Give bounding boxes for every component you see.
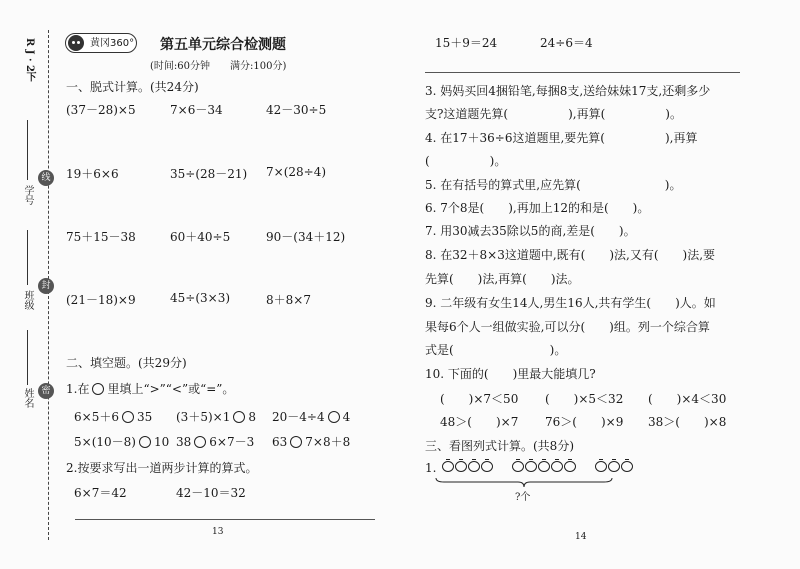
calc-item: (21－18)×9: [66, 293, 136, 307]
brace-label: ?个: [515, 492, 531, 503]
question-3-line2: 支?这道题先算( ),再算( )。: [425, 107, 682, 121]
section1-heading: 一、脱式计算。(共24分): [66, 80, 199, 94]
circle-blank-icon: [92, 383, 104, 395]
right-top-rule: [425, 72, 740, 73]
calc-item: 35÷(28－21): [170, 167, 248, 181]
question-9-line3: 式是( )。: [425, 343, 567, 357]
page-number-left: 13: [212, 527, 224, 537]
estimate-item: 76＞( )×9: [545, 415, 624, 429]
question-6: 6. 7个8是( ),再加上12的和是( )。: [425, 201, 650, 215]
calc-item: 60＋40÷5: [170, 230, 231, 244]
question-5: 5. 在有括号的算式里,应先算( )。: [425, 178, 682, 192]
compare-item: 6×5＋6 35: [74, 410, 153, 424]
fill-question-2: 2.按要求写出一道两步计算的算式。: [66, 461, 258, 475]
q1-label: 1.在: [66, 382, 90, 396]
compare-circle[interactable]: [233, 411, 245, 423]
page-title: 第五单元综合检测题: [160, 37, 286, 53]
calc-item: 7×6－34: [170, 103, 223, 117]
compare-circle[interactable]: [194, 436, 206, 448]
tomato-icon: [551, 461, 563, 472]
student-number-label: 学号: [22, 185, 33, 205]
tomato-group: [442, 461, 494, 475]
compare-circle[interactable]: [122, 411, 134, 423]
picture-question-1: [425, 461, 634, 475]
brand-logo: [65, 33, 137, 53]
tomato-icon: [512, 461, 524, 472]
tomato-icon: [564, 461, 576, 472]
question-7: 7. 用30减去35除以5的商,差是( )。: [425, 224, 636, 238]
equation-item: 42－10＝32: [176, 486, 246, 500]
tomato-group: [512, 461, 577, 475]
seal-mark-feng: 封: [38, 278, 54, 294]
equation-item: 6×7＝42: [74, 486, 127, 500]
calc-item: 8＋8×7: [266, 293, 311, 307]
calc-item: 45÷(3×3): [170, 291, 231, 305]
exam-info: (时间:60分钟 满分:100分): [150, 61, 287, 72]
seal-mark-xian: 线: [38, 170, 54, 186]
tomato-icon: [608, 461, 620, 472]
question-9-line2: 果每6个人一组做实验,可以分( )组。列一个综合算: [425, 320, 710, 334]
compare-circle[interactable]: [290, 436, 302, 448]
question-10: 10. 下面的( )里最大能填几?: [425, 367, 596, 381]
question-4-line1: 4. 在17＋36÷6这道题里,要先算( ),再算: [425, 131, 698, 145]
compare-item: 38 6×7－3: [176, 435, 255, 449]
question-4-line2: ( )。: [425, 154, 507, 168]
compare-item: 63 7×8＋8: [272, 435, 351, 449]
compare-circle[interactable]: [328, 411, 340, 423]
tomato-icon: [621, 461, 633, 472]
compare-item: (3＋5)×1 8: [176, 410, 256, 424]
tomato-icon: [481, 461, 493, 472]
compare-circle[interactable]: [139, 436, 151, 448]
tomato-icon: [525, 461, 537, 472]
tomato-icon: [595, 461, 607, 472]
tomato-icon: [538, 461, 550, 472]
page-number-right: 14: [575, 532, 587, 542]
calc-item: 75＋15－38: [66, 230, 136, 244]
calc-item: (37－28)×5: [66, 103, 136, 117]
equation-item: 24÷6＝4: [540, 36, 593, 50]
tomato-icon: [468, 461, 480, 472]
question-3-line1: 3. 妈妈买回4捆铅笔,每捆8支,送给妹妹17支,还剩多少: [425, 84, 711, 98]
student-number-line: [27, 120, 28, 180]
class-label: 班级: [22, 290, 33, 310]
seal-mark-mi: 密: [38, 383, 54, 399]
question-8-line2: 先算( )法,再算( )法。: [425, 272, 580, 286]
estimate-item: ( )×7＜50: [440, 392, 519, 406]
calc-item: 90－(34＋12): [266, 230, 346, 244]
estimate-item: ( )×4＜30: [648, 392, 727, 406]
fill-question-1: [66, 380, 234, 397]
q1-text: 里填上“>”“<”或“=”。: [107, 382, 235, 396]
equation-item: 15＋9＝24: [435, 36, 498, 50]
logo-text: 黄冈360°: [90, 38, 135, 49]
section3-heading: 三、看图列式计算。(共8分): [425, 439, 574, 453]
calc-item: 7×(28÷4): [266, 165, 327, 179]
pq1-label: 1.: [425, 461, 437, 475]
section2-heading: 二、填空题。(共29分): [66, 356, 187, 370]
compare-item: 5×(10－8) 10: [74, 435, 170, 449]
question-8-line1: 8. 在32＋8×3这道题中,既有( )法,又有( )法,要: [425, 248, 716, 262]
name-label: 姓名: [22, 388, 33, 408]
edition-label: R J · 2下: [24, 38, 35, 82]
tomato-icon: [455, 461, 467, 472]
left-footer-rule: [75, 519, 375, 520]
question-9-line1: 9. 二年级有女生14人,男生16人,共有学生( )人。如: [425, 296, 716, 310]
tomato-icon: [442, 461, 454, 472]
estimate-item: 48＞( )×7: [440, 415, 519, 429]
brace-icon: [434, 476, 614, 488]
calc-item: 19＋6×6: [66, 167, 119, 181]
estimate-item: 38＞( )×8: [648, 415, 727, 429]
tomato-group: [595, 461, 634, 475]
name-line: [27, 330, 28, 385]
class-line: [27, 230, 28, 285]
compare-item: 20－4÷4 4: [272, 410, 351, 424]
calc-item: 42－30÷5: [266, 103, 327, 117]
estimate-item: ( )×5＜32: [545, 392, 624, 406]
mascot-icon: [68, 35, 84, 51]
